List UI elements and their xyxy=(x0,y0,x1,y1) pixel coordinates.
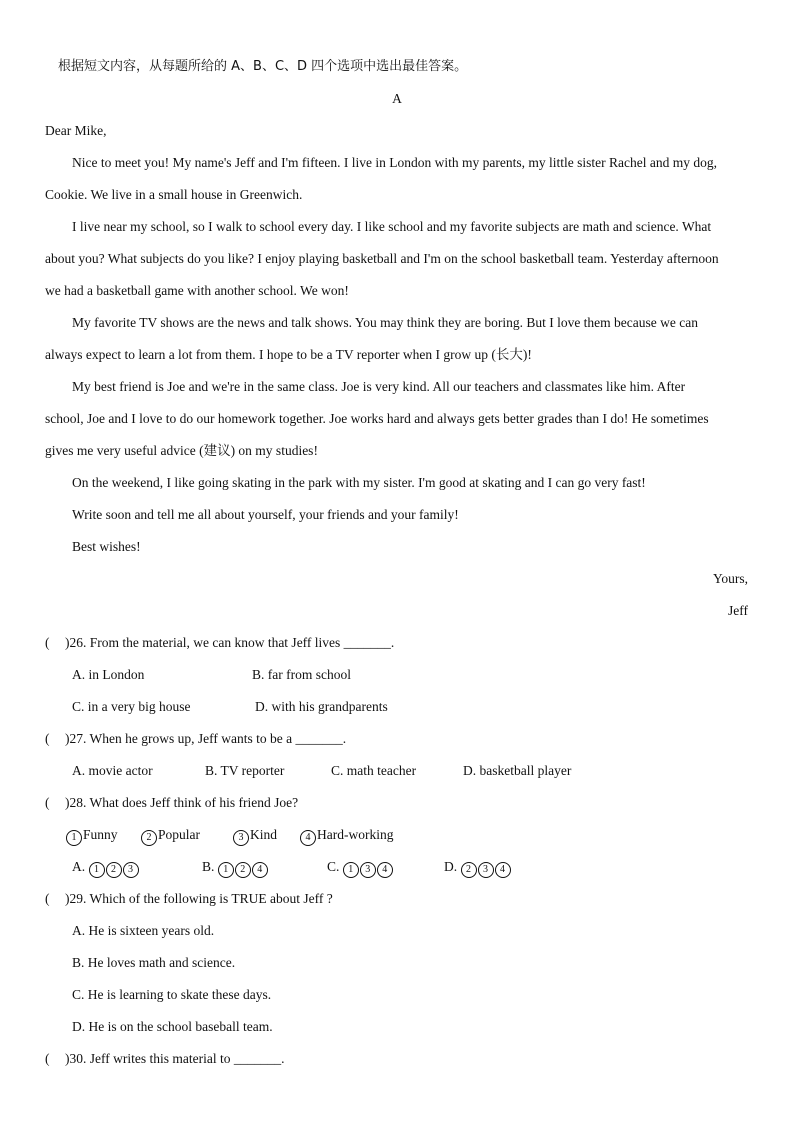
q28-option-b xyxy=(202,858,269,878)
option-letter: D. xyxy=(444,859,458,874)
q28-trait-3 xyxy=(233,826,277,846)
circled-number: 1 xyxy=(89,862,105,878)
question-26-stem: )26. From the material, we can know that Jeff lives _______. xyxy=(65,635,395,650)
question-30 xyxy=(45,1050,284,1068)
answer-blank-29[interactable]: ( xyxy=(45,891,50,906)
letter-paragraph-2-line-2: about you? What subjects do you like? I enjoy playing basketball and I'm on the school basketball team. Yesterday afternoon xyxy=(45,251,719,266)
letter-closing: Yours, xyxy=(712,571,748,586)
q26-option-a: A. in London xyxy=(72,667,145,682)
question-29-stem: )29. Which of the following is TRUE about Jeff ? xyxy=(65,891,333,906)
question-29 xyxy=(45,890,333,908)
letter-greeting: Dear Mike, xyxy=(45,123,107,138)
circled-number: 3 xyxy=(233,830,249,846)
instruction-text: 根据短文内容，从每题所给的 A、B、C、D 四个选项中选出最佳答案。 xyxy=(58,59,468,74)
q26-option-b: B. far from school xyxy=(252,667,351,682)
circled-number: 2 xyxy=(235,862,251,878)
question-30-stem: )30. Jeff writes this material to _______. xyxy=(65,1051,285,1066)
option-letter: B. xyxy=(202,859,215,874)
q28-trait-4 xyxy=(300,826,393,846)
q29-option-a: A. He is sixteen years old. xyxy=(72,923,215,938)
question-28 xyxy=(45,794,298,812)
circled-number: 2 xyxy=(461,862,477,878)
circled-number: 1 xyxy=(66,830,82,846)
q29-option-d: D. He is on the school baseball team. xyxy=(72,1019,273,1034)
circled-number: 4 xyxy=(300,830,316,846)
q26-option-d: D. with his grandparents xyxy=(255,699,388,714)
q28-option-a xyxy=(72,858,140,878)
letter-signature: Jeff xyxy=(728,603,748,618)
circled-number: 2 xyxy=(106,862,122,878)
answer-blank-28[interactable]: ( xyxy=(45,795,50,810)
circled-number: 4 xyxy=(495,862,511,878)
letter-paragraph-4-line-2: school, Joe and I love to do our homework together. Joe works hard and always gets better grades than I do! He sometimes xyxy=(45,411,709,426)
q28-trait-label: Hard-working xyxy=(317,827,394,842)
letter-paragraph-5: On the weekend, I like going skating in the park with my sister. I'm good at skating and I can go very fast! xyxy=(72,475,646,490)
q28-trait-label: Kind xyxy=(250,827,277,842)
q28-trait-label: Popular xyxy=(158,827,200,842)
q27-option-b: B. TV reporter xyxy=(205,763,285,778)
circled-number: 2 xyxy=(141,830,157,846)
passage-label: A xyxy=(392,91,402,106)
q28-option-c xyxy=(327,858,394,878)
q26-option-c: C. in a very big house xyxy=(72,699,191,714)
letter-paragraph-2-line-3: we had a basketball game with another school. We won! xyxy=(45,283,349,298)
letter-paragraph-1-line-2: Cookie. We live in a small house in Greenwich. xyxy=(45,187,303,202)
letter-paragraph-6: Write soon and tell me all about yourself, your friends and your family! xyxy=(72,507,459,522)
answer-blank-30[interactable]: ( xyxy=(45,1051,50,1066)
question-28-stem: )28. What does Jeff think of his friend Joe? xyxy=(65,795,299,810)
q28-trait-2 xyxy=(141,826,200,846)
q27-option-c: C. math teacher xyxy=(331,763,417,778)
circled-number: 4 xyxy=(377,862,393,878)
question-27 xyxy=(45,730,346,748)
letter-paragraph-2-line-1: I live near my school, so I walk to school every day. I like school and my favorite subjects are math and science. What xyxy=(72,219,712,234)
q28-trait-1 xyxy=(66,826,118,846)
letter-paragraph-4-line-1: My best friend is Joe and we're in the same class. Joe is very kind. All our teachers and classmates like him. After xyxy=(72,379,686,394)
letter-paragraph-1-line-1: Nice to meet you! My name's Jeff and I'm fifteen. I live in London with my parents, my little sister Rachel and my dog, xyxy=(72,155,717,170)
question-27-stem: )27. When he grows up, Jeff wants to be a _______. xyxy=(65,731,347,746)
option-letter: A. xyxy=(72,859,86,874)
circled-number: 4 xyxy=(252,862,268,878)
q27-option-d: D. basketball player xyxy=(463,763,572,778)
circled-number: 1 xyxy=(343,862,359,878)
circled-number: 3 xyxy=(123,862,139,878)
q29-option-b: B. He loves math and science. xyxy=(72,955,236,970)
q28-option-d xyxy=(444,858,512,878)
answer-blank-26[interactable]: ( xyxy=(45,635,50,650)
circled-number: 1 xyxy=(218,862,234,878)
question-26 xyxy=(45,634,394,652)
letter-paragraph-4-line-3: gives me very useful advice (建议) on my studies! xyxy=(45,443,318,458)
q29-option-c: C. He is learning to skate these days. xyxy=(72,987,272,1002)
letter-paragraph-3-line-1: My favorite TV shows are the news and talk shows. You may think they are boring. But I love them because we can xyxy=(72,315,698,330)
letter-paragraph-3-line-2: always expect to learn a lot from them. I hope to be a TV reporter when I grow up (长大)! xyxy=(45,347,532,362)
answer-blank-27[interactable]: ( xyxy=(45,731,50,746)
option-letter: C. xyxy=(327,859,340,874)
q27-option-a: A. movie actor xyxy=(72,763,153,778)
circled-number: 3 xyxy=(478,862,494,878)
circled-number: 3 xyxy=(360,862,376,878)
letter-paragraph-7: Best wishes! xyxy=(72,539,141,554)
q28-trait-label: Funny xyxy=(83,827,118,842)
